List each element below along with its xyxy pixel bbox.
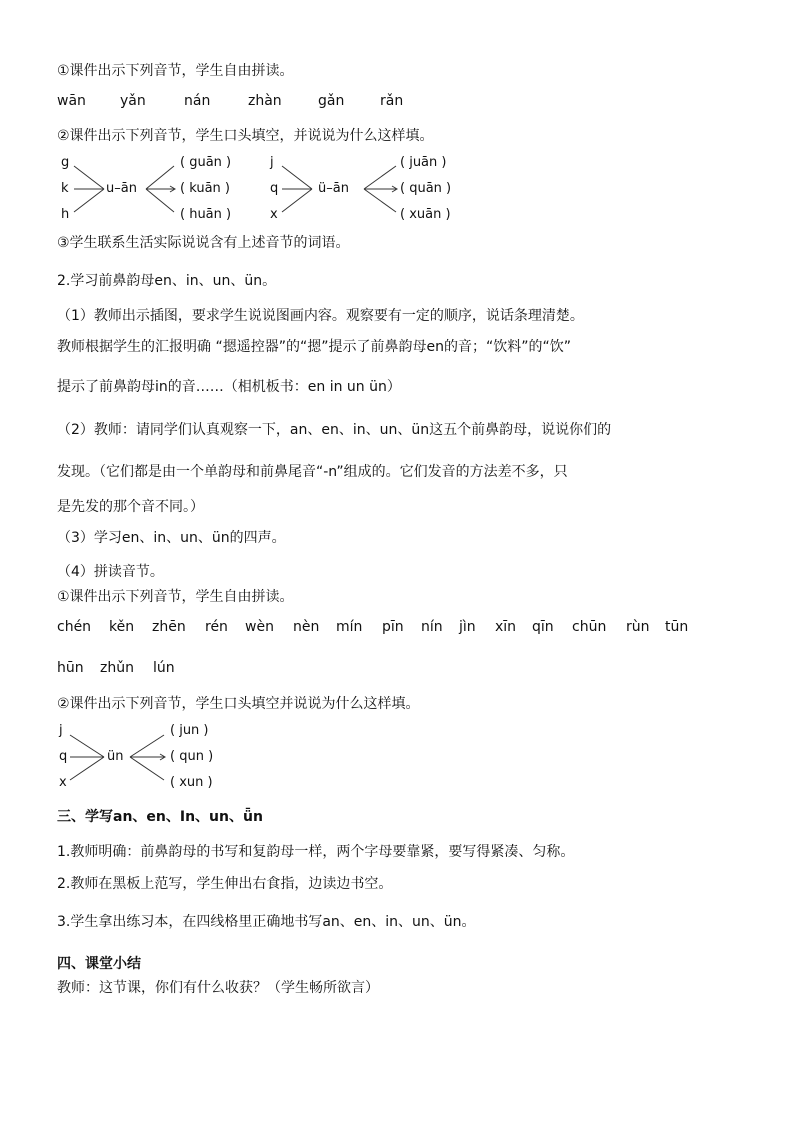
- instruction-line: ①课件出示下列音节，学生自由拼读。: [57, 589, 294, 605]
- instruction-line: ②课件出示下列音节，学生口头填空，并说说为什么这样填。: [57, 128, 434, 144]
- answer-blank: ( xuān ): [400, 207, 451, 222]
- syllable: jìn: [459, 619, 476, 635]
- syllable: mín: [336, 619, 363, 635]
- syllable: wèn: [245, 619, 274, 635]
- syllable: chén: [57, 619, 92, 635]
- initial-letter: j: [59, 723, 63, 738]
- syllable: rùn: [626, 619, 650, 635]
- syllable: rén: [205, 619, 228, 635]
- paragraph: （2）教师：请同学们认真观察一下，an、en、in、un、ün这五个前鼻韵母，说说你们的: [57, 422, 612, 438]
- paragraph: （3）学习en、in、un、ün的四声。: [57, 530, 286, 546]
- paragraph: 1.教师明确：前鼻韵母的书写和复韵母一样，两个字母要靠紧，要写得紧凑、匀称。: [57, 844, 575, 860]
- answer-blank: ( kuān ): [180, 181, 230, 196]
- answer-blank: ( guān ): [180, 155, 232, 170]
- syllable: lún: [153, 660, 175, 676]
- instruction-line: ①课件出示下列音节，学生自由拼读。: [57, 63, 294, 79]
- answer-blank: ( qun ): [170, 749, 214, 764]
- syllable: qīn: [532, 619, 554, 635]
- answer-blank: ( huān ): [180, 207, 232, 222]
- syllable: gǎn: [318, 93, 345, 109]
- paragraph: 提示了前鼻韵母in的音……（相机板书：en in un ün）: [57, 379, 401, 395]
- section-heading: 三、学写an、en、In、un、ǖn: [57, 809, 263, 825]
- paragraph: 教师根据学生的汇报明确 “摁遥控器”的“摁”提示了前鼻韵母en的音；“饮料”的“饮”: [57, 339, 571, 355]
- syllable: pīn: [382, 619, 404, 635]
- syllable: zhēn: [152, 619, 186, 635]
- paragraph: 是先发的那个音不同。）: [57, 499, 204, 515]
- section-heading: 四、课堂小结: [57, 956, 141, 972]
- initial-letter: x: [270, 207, 278, 222]
- syllable: nèn: [293, 619, 320, 635]
- answer-blank: ( jun ): [170, 723, 209, 738]
- initial-letter: k: [61, 181, 69, 196]
- syllable: wān: [57, 93, 86, 109]
- initial-letter: j: [270, 155, 274, 170]
- paragraph: 2.教师在黑板上范写，学生伸出右食指，边读边书空。: [57, 876, 393, 892]
- initial-letter: q: [59, 749, 68, 764]
- paragraph: （4）拼读音节。: [57, 564, 164, 580]
- final-label: u–ān: [106, 181, 137, 196]
- syllable: nán: [184, 93, 211, 109]
- syllable: nín: [421, 619, 443, 635]
- syllable: hūn: [57, 660, 84, 676]
- syllable: zhàn: [248, 93, 282, 109]
- paragraph: 教师：这节课，你们有什么收获？（学生畅所欲言）: [57, 980, 379, 996]
- syllable: xīn: [495, 619, 517, 635]
- initial-letter: q: [270, 181, 279, 196]
- syllable: kěn: [109, 619, 135, 635]
- syllable: yǎn: [120, 93, 146, 109]
- answer-blank: ( quān ): [400, 181, 452, 196]
- paragraph: 3.学生拿出练习本，在四线格里正确地书写an、en、in、un、ün。: [57, 914, 476, 930]
- syllable: zhǔn: [100, 660, 134, 676]
- final-label: ün: [107, 749, 124, 764]
- answer-blank: ( juān ): [400, 155, 447, 170]
- syllable: rǎn: [380, 93, 404, 109]
- initial-letter: g: [61, 155, 70, 170]
- final-label: ü–ān: [318, 181, 349, 196]
- paragraph: 发现。（它们都是由一个单韵母和前鼻尾音“-n”组成的。它们发音的方法差不多，只: [57, 464, 568, 480]
- syllable: chūn: [572, 619, 607, 635]
- instruction-line: ③学生联系生活实际说说含有上述音节的词语。: [57, 235, 350, 251]
- paragraph: （1）教师出示插图，要求学生说说图画内容。观察要有一定的顺序，说话条理清楚。: [57, 308, 584, 324]
- section-heading: 2.学习前鼻韵母en、in、un、ün。: [57, 273, 277, 289]
- initial-letter: x: [59, 775, 67, 790]
- answer-blank: ( xun ): [170, 775, 213, 790]
- syllable: tūn: [665, 619, 689, 635]
- initial-letter: h: [61, 207, 70, 222]
- instruction-line: ②课件出示下列音节，学生口头填空并说说为什么这样填。: [57, 696, 420, 712]
